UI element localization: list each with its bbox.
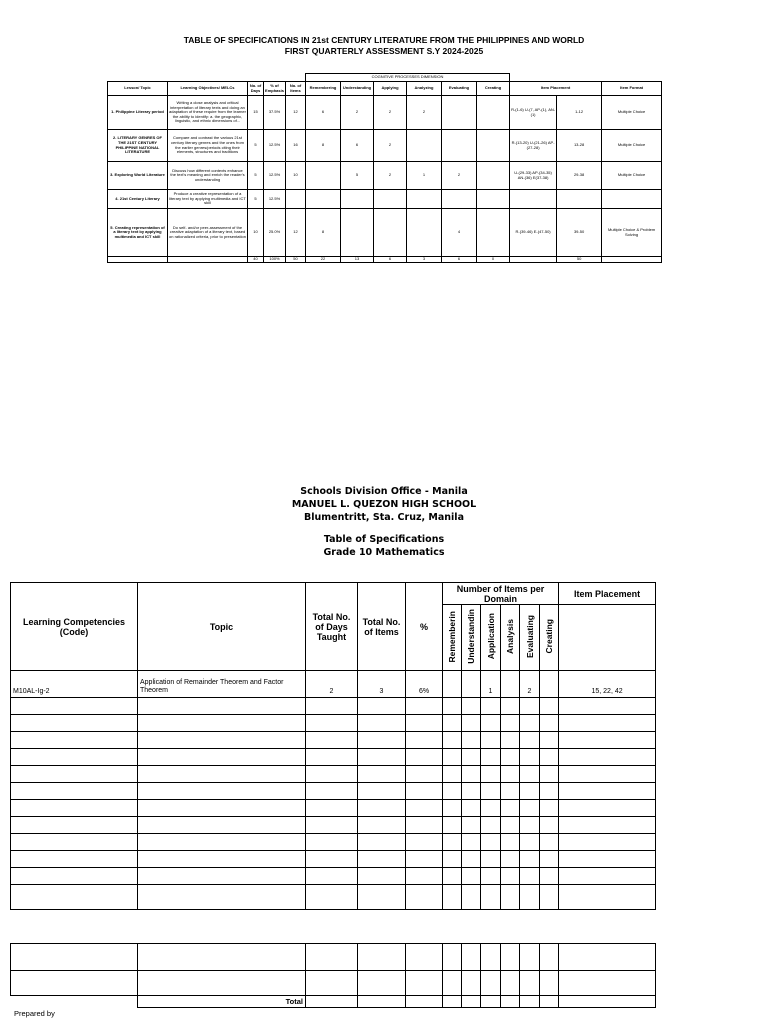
doc1-totals-row: 40 100% 50 22 13 6 3 6 0 50 <box>108 257 662 263</box>
doc1-header-cell: Applying <box>374 82 407 96</box>
analysis-header: Analysis <box>505 619 515 654</box>
doc1-header-cell: Analyzing <box>407 82 442 96</box>
days-header: Total No. of Days Taught <box>306 583 358 671</box>
total-row <box>11 996 656 1008</box>
doc1-title-line2: FIRST QUARTERLY ASSESSMENT S.Y 2024-2025 <box>284 46 484 56</box>
competency-code: M10AL-Ig-2 <box>11 671 138 698</box>
creating-header: Creating <box>544 619 555 654</box>
table-row <box>11 885 656 910</box>
table-row <box>11 971 656 996</box>
school-address: Blumentritt, Sta. Cruz, Manila <box>304 512 464 523</box>
doc2-summary-table <box>10 943 656 1008</box>
remembering-header: Rememberin <box>447 610 457 663</box>
percent-header: % <box>406 583 443 671</box>
evaluating-header: Evaluating <box>524 615 535 658</box>
doc1-title-line1: TABLE OF SPECIFICATIONS IN 21st CENTURY LITERATURE FROM THE PHILIPPINES AND WORLD <box>183 35 585 45</box>
doc2-title: Table of Specifications <box>323 534 445 545</box>
placement-header: Item Placement <box>559 583 656 605</box>
table-row <box>11 800 656 817</box>
doc1-header-cell: Item Format <box>602 82 662 96</box>
doc1-header-cell: Understanding <box>341 82 374 96</box>
evaluating-cell: 2 <box>520 671 540 698</box>
table-row: 5. Creating representation of a literary text by applying multimedia and ICT skill Do self- and/or peer-assessment of the creative adaptation of a literary text, based on rationalized criteria, prior to presentation 10 25.0% 12 8 4 R-(39-46) E-(47-50) 39-50 Multiple Choice & Problem Solving <box>108 209 662 257</box>
items-header: Total No. of Items <box>358 583 406 671</box>
table-row <box>11 944 656 971</box>
topic-cell: Application of Remainder Theorem and Factor Theorem <box>138 671 306 698</box>
doc1-header-cell: Lesson/ Topic <box>108 82 168 96</box>
doc1-group-header-row <box>108 74 662 82</box>
doc1-header-row <box>108 82 662 96</box>
doc1-header-cell: % of Emphasis <box>264 82 286 96</box>
table-row: 1. Philippine Literary period Writing a close analysis and critical interpretation of literary texts and doing an adaptation of these require from the learner the ability to identify: a. the geographic, linguistic, and ethnic dimensions of... 15 37.5% 12 6 2 2 2 R-(1-6) U-(7, AP-(1), AN-(1) 1-12 Multiple Choice <box>108 96 662 130</box>
table-row: 4. 21st Century Literary Produce a creative representation of a literary text by applying multimedia and ICT skill 5 12.5% <box>108 190 662 209</box>
total-label: Total <box>138 996 306 1008</box>
table-row <box>11 715 656 732</box>
table-row <box>11 783 656 800</box>
application-cell: 1 <box>481 671 501 698</box>
application-header: Application <box>485 613 496 660</box>
table-row <box>11 851 656 868</box>
doc1-header-cell: Remembering <box>306 82 341 96</box>
table-row: 3. Exploring World Literature Discuss how different contexts enhance the text's meaning and enrich the reader's understanding 5 12.5% 10 5 2 1 2 U-(29-33) AP-(34-35) AN-(36) E(37-38) 29-38 Multiple Choice <box>108 162 662 190</box>
table-row: 2. LITERARY GENRES OF THE 21ST CENTURY PHILIPPINE NATIONAL LITERATURE Compare and contrast the various 21st century literary genres and the ones from the earlier genres/periods citing their elements, structures and traditions 5 12.5% 16 8 6 2 R-(13-20) U-(21-26) AP-(27-28) 13-28 Multiple Choice <box>108 130 662 162</box>
doc1-specs-table <box>107 73 662 263</box>
placement-cell: 15, 22, 42 <box>559 671 656 698</box>
days-cell: 2 <box>306 671 358 698</box>
table-row <box>11 834 656 851</box>
table-row <box>11 671 656 698</box>
doc1-header-cell: Learning Objectives/ MELCs <box>168 82 248 96</box>
table-row <box>11 766 656 783</box>
table-row <box>11 868 656 885</box>
domain-header: Number of Items per Domain <box>443 583 559 605</box>
table-row <box>11 817 656 834</box>
doc1-header-cell: No. of Days <box>248 82 264 96</box>
doc1-header-cell: Evaluating <box>442 82 477 96</box>
table-row <box>11 732 656 749</box>
table-row <box>11 698 656 715</box>
prepared-by-label: Prepared by <box>14 1009 55 1018</box>
doc2-specs-table <box>10 582 656 910</box>
topic-header: Topic <box>138 583 306 671</box>
office-name: Schools Division Office - Manila <box>300 486 468 497</box>
doc1-header-cell: Creating <box>477 82 510 96</box>
doc1-header-cell: No. of Items <box>286 82 306 96</box>
doc2-subtitle: Grade 10 Mathematics <box>323 547 445 558</box>
percent-cell: 6% <box>406 671 443 698</box>
doc1-group-header: COGNITIVE PROCESSES DIMENSION <box>306 74 510 82</box>
table-row <box>11 749 656 766</box>
understanding-header: Understandin <box>466 609 476 664</box>
doc1-header-cell: Item Placement <box>510 82 602 96</box>
items-cell: 3 <box>358 671 406 698</box>
competency-header: Learning Competencies (Code) <box>11 583 138 671</box>
school-name: MANUEL L. QUEZON HIGH SCHOOL <box>291 499 477 510</box>
